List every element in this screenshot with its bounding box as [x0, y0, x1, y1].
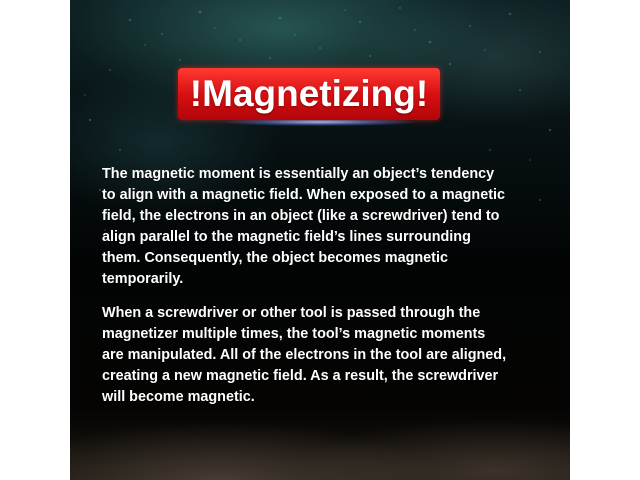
- text-line: When a screwdriver or other tool is passed through the: [102, 305, 481, 321]
- page-title: !Magnetizing!: [189, 73, 429, 114]
- text-line: align parallel to the magnetic field’s lines surrounding: [102, 229, 471, 245]
- text-line: magnetizer multiple times, the tool’s magnetic moments: [102, 326, 486, 342]
- text-line: are manipulated. All of the electrons in the tool are aligned,: [102, 347, 507, 363]
- title-banner: [178, 68, 440, 120]
- text-line: The magnetic moment is essentially an object’s tendency: [102, 166, 495, 182]
- text-line: them. Consequently, the object becomes magnetic: [102, 250, 448, 266]
- paragraph-magnetizer-usage: [102, 303, 562, 408]
- text-line: creating a new magnetic field. As a result, the screwdriver: [102, 368, 499, 384]
- text-line: field, the electrons in an object (like a screwdriver) tend to: [102, 208, 500, 224]
- text-line: temporarily.: [102, 271, 184, 287]
- magnetizing-info-panel: [70, 0, 570, 480]
- paragraph-magnetic-moment: [102, 164, 562, 290]
- text-line: to align with a magnetic field. When exposed to a magnetic: [102, 187, 505, 203]
- text-line: will become magnetic.: [102, 389, 255, 405]
